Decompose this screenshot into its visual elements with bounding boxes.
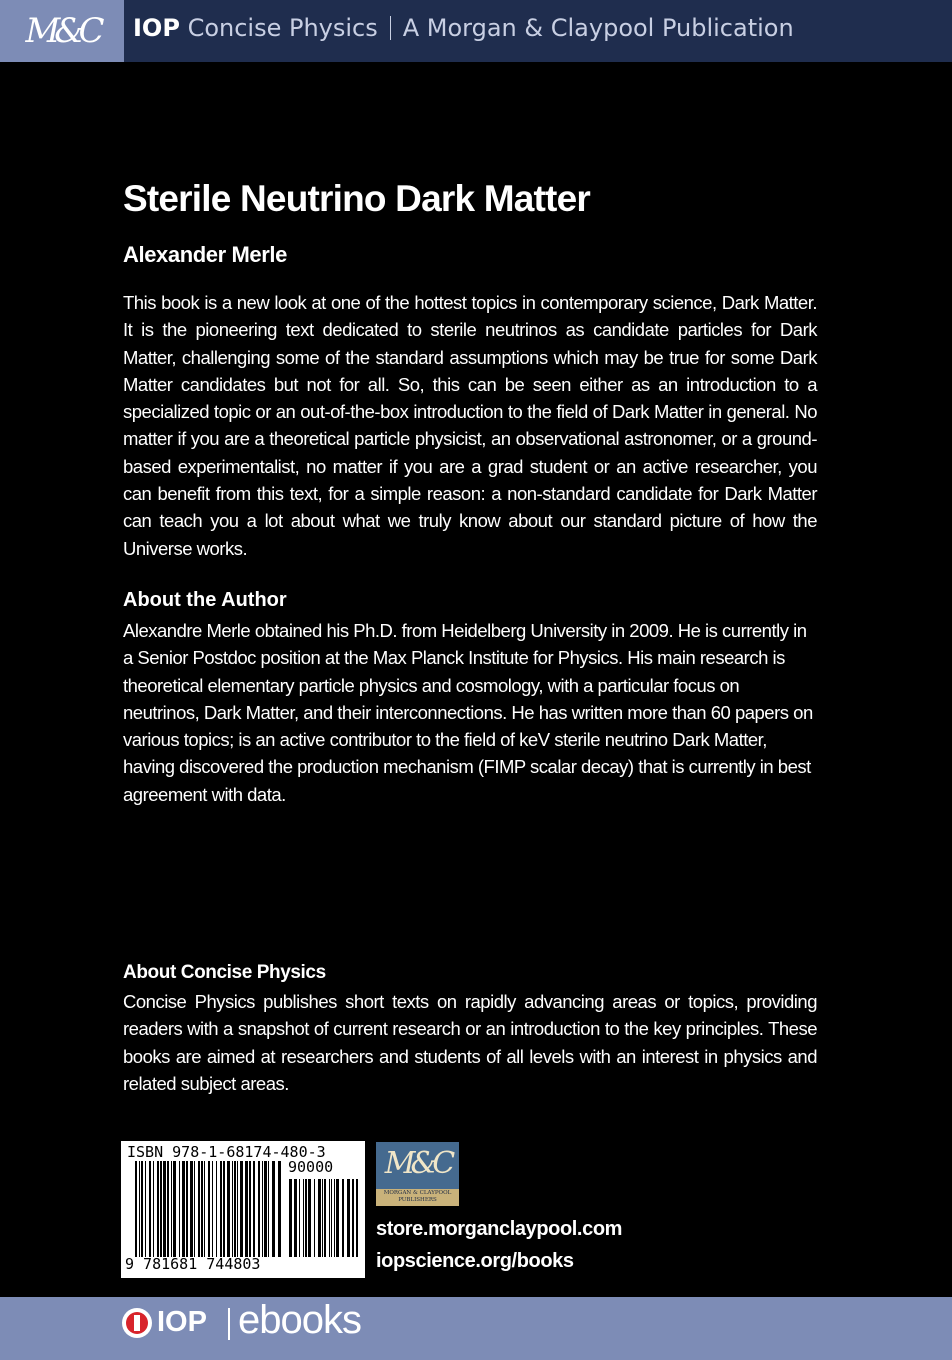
publisher-name: A Morgan & Claypool Publication <box>402 14 794 42</box>
barcode-bar <box>278 1161 281 1257</box>
barcode-bar <box>198 1161 200 1257</box>
barcode-bar <box>303 1179 304 1257</box>
barcode-bar <box>258 1161 260 1257</box>
barcode-bar <box>139 1161 140 1257</box>
barcode-bar <box>324 1179 326 1257</box>
barcode-bar <box>141 1161 143 1257</box>
barcode-bar <box>190 1161 193 1257</box>
title-divider <box>390 16 391 40</box>
price-code: 90000 <box>288 1158 334 1176</box>
barcode-bar <box>240 1161 243 1257</box>
barcode-bar <box>264 1161 267 1257</box>
barcode-bar <box>220 1161 222 1257</box>
about-author-text: Alexandre Merle obtained his Ph.D. from Heidelberg University in 2009. He is currently in a Senior Postdoc position at the Max Planck Institute for Physics. His main research is theoretical elementary particle physics and cosmology, with a particular focus on neutrinos, Dark Matter, and their interconnections. He has written more than 60 papers on various topics; is an active contributor to the field of keV sterile neutrino Dark Matter, having discovered the production mechanism (FIMP scalar decay) that is currently in best agreement with data. <box>123 620 813 805</box>
barcode-bar <box>262 1161 263 1257</box>
store-link[interactable]: store.morganclaypool.com <box>376 1218 623 1240</box>
iop-logo-icon <box>121 1307 153 1339</box>
barcode-bar <box>318 1179 321 1257</box>
barcode-bar <box>249 1161 251 1257</box>
barcode-bar <box>204 1161 205 1257</box>
mc-logo-text: M&C <box>25 11 99 51</box>
barcode-bar <box>334 1179 335 1257</box>
barcode-bar <box>153 1161 154 1257</box>
barcode-bar <box>331 1179 332 1257</box>
mc-logo <box>0 0 124 62</box>
book-abstract: This book is a new look at one of the hottest topics in contemporary science, Dark Matter. It is the pioneering text dedicated to sterile neutrinos as candidate particles for Dark Matter, challenging some of the standard assumptions which may be true for some Dark Matter candidates but not for all. So, this can be seen either as an introduction to a specialized topic or an out-of-the-box introduction to the field of Dark Matter in general. No matter if you are a theoretical particle physicist, an observational astronomer, or a ground-based experimentalist, no matter if you are a grad student or an active researcher, you can benefit from this text, for a simple reason: a non-standard candidate for Dark Matter can teach you a lot about what we truly know about our standard picture of how the Universe works. <box>123 292 817 559</box>
publisher-logo-band <box>376 1189 459 1206</box>
barcode-bar <box>329 1179 330 1257</box>
barcode-bar <box>227 1161 230 1257</box>
barcode-bar <box>352 1179 354 1257</box>
barcode-bar <box>160 1161 162 1257</box>
barcode-bar <box>182 1161 185 1257</box>
morgan-claypool-logo <box>376 1142 459 1206</box>
barcode-bar <box>179 1161 180 1257</box>
publisher-logo-line1: MORGAN & CLAYPOOL <box>383 1190 452 1196</box>
barcode-bar <box>145 1161 146 1257</box>
series-name: Concise Physics <box>187 14 378 42</box>
footer-iop-brand: IOP <box>157 1306 207 1338</box>
barcode-bar <box>163 1161 166 1257</box>
barcode-bar <box>167 1161 169 1257</box>
barcode-bar <box>299 1179 300 1257</box>
footer-divider <box>228 1308 230 1340</box>
ean-digits: 9 781681 744803 <box>125 1255 261 1273</box>
barcode-bar <box>289 1179 292 1257</box>
barcode-bar <box>208 1161 210 1257</box>
barcode-bar <box>245 1161 248 1257</box>
barcode-bar <box>342 1179 344 1257</box>
barcode-bar <box>272 1161 275 1257</box>
footer-ebooks-label: ebooks <box>238 1298 361 1342</box>
book-title: Sterile Neutrino Dark Matter <box>123 178 590 219</box>
barcode-bar <box>356 1179 358 1257</box>
barcode-bar <box>253 1161 255 1257</box>
barcode-bar <box>305 1179 307 1257</box>
barcode-bar <box>314 1179 315 1257</box>
about-series-text: Concise Physics publishes short texts on rapidly advancing areas or topics, providing readers with a snapshot of current research or an introduction to the key principles. These books are aimed at researchers and students of all levels with an interest in physics and related subject areas. <box>123 991 817 1094</box>
barcode-bar <box>268 1161 269 1257</box>
header-bar <box>0 0 952 62</box>
barcode-bar <box>212 1161 213 1257</box>
barcode-bar <box>194 1161 195 1257</box>
barcode-bar <box>171 1161 172 1257</box>
barcode-bar <box>201 1161 203 1257</box>
barcode-bar <box>216 1161 217 1257</box>
barcode-bar <box>322 1179 323 1257</box>
series-brand: IOP <box>133 14 180 42</box>
barcode-bar <box>237 1161 238 1257</box>
publisher-logo-line2: PUBLISHERS <box>398 1197 437 1203</box>
barcode-bar <box>234 1161 236 1257</box>
isbn-text: ISBN 978-1-68174-480-3 <box>127 1143 326 1161</box>
barcode-bar <box>294 1179 297 1257</box>
barcode-bar <box>336 1179 339 1257</box>
barcode-bar <box>157 1161 159 1257</box>
iopscience-link[interactable]: iopscience.org/books <box>376 1250 574 1272</box>
barcode-bar <box>347 1179 350 1257</box>
book-author: Alexander Merle <box>123 242 287 267</box>
barcode-bar <box>223 1161 225 1257</box>
series-title <box>133 14 794 42</box>
isbn-barcode <box>121 1141 365 1278</box>
barcode-bar <box>308 1179 311 1257</box>
barcode-bar <box>173 1161 176 1257</box>
publisher-logo-mark: M&C <box>384 1146 451 1181</box>
barcode-bar <box>186 1161 188 1257</box>
about-author-heading: About the Author <box>123 589 287 611</box>
barcode-bar <box>232 1161 233 1257</box>
barcode-bar <box>149 1161 151 1257</box>
barcode-bar <box>135 1161 137 1257</box>
about-series-heading: About Concise Physics <box>123 962 326 983</box>
